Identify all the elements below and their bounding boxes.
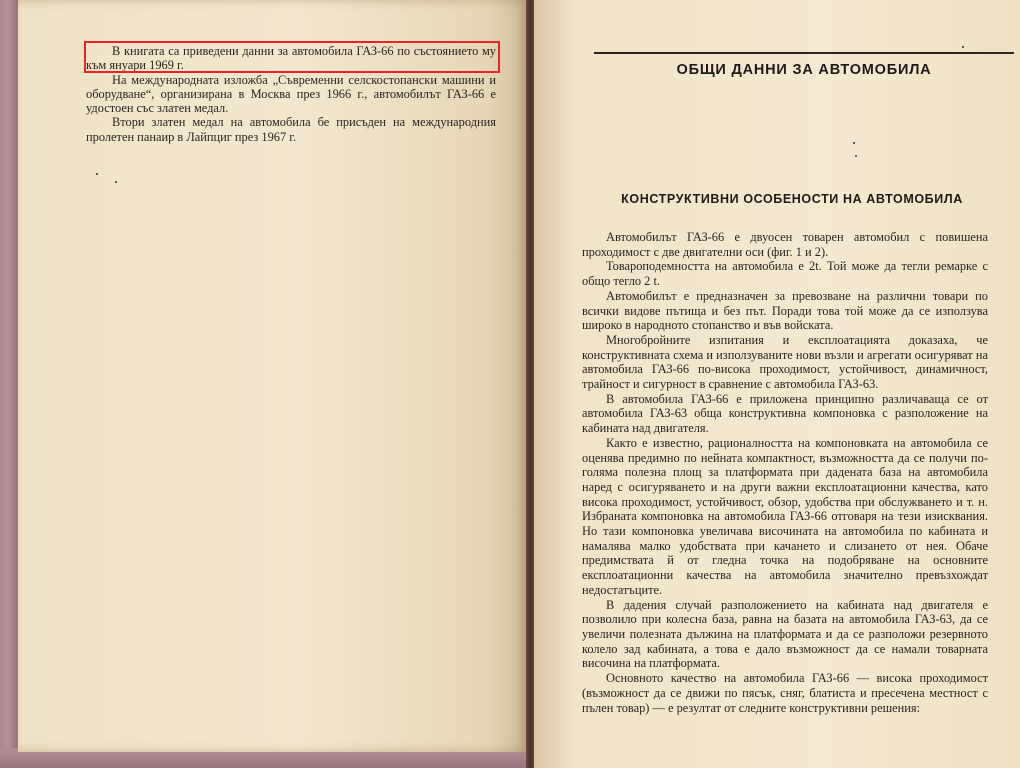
- right-paragraph-3: Автомобилът е предназначен за превозване на различни товари по всички видове пътища и без път. Поради това той може да се използува широко в народното стопанство и във войската.: [582, 288, 988, 333]
- left-paragraph-2: На международната изложба „Съвременни селскостопански машини и оборудване“, организирана в Москва през 1966 г., автомобилът ГАЗ-66 е удостоен със златен медал.: [86, 72, 496, 116]
- section-title: КОНСТРУКТИВНИ ОСОБЕНОСТИ НА АВТОМОБИЛА: [621, 192, 963, 206]
- right-paragraph-8: Основното качество на автомобила ГАЗ-66 — висока проходимост (възможност да се движи по пясък, сняг, блатиста и пресечена местност с пълен товар) — е резултат от следните конструктивни решения:: [582, 671, 988, 715]
- book-cover-edge: [0, 0, 20, 768]
- header-rule: [594, 52, 1014, 54]
- paper-speck: [853, 142, 855, 144]
- chapter-title: ОБЩИ ДАННИ ЗА АВТОМОБИЛА: [676, 62, 932, 78]
- paper-speck: [962, 46, 964, 48]
- paper-speck: [115, 181, 117, 183]
- highlight-box: [84, 41, 500, 73]
- right-paragraph-4: Многобройните изпитания и експлоатацията доказаха, че конструктивната схема и използуваните нови възли и агрегати осигуряват на автомобила ГАЗ-66 по-висока проходимост, устойчивост, динамичност, трайност и сигурност в сравнение с автомобила ГАЗ-63.: [582, 332, 988, 392]
- paper-speck: [96, 173, 98, 175]
- paper-speck: [855, 155, 857, 157]
- right-paragraph-5: В автомобила ГАЗ-66 е приложена принципно различаваща се от автомобила ГАЗ-63 обща конструктивна компоновка с разположение на кабината над двигателя.: [582, 391, 988, 436]
- right-paragraph-1: Автомобилът ГАЗ-66 е двуосен товарен автомобил с повишена проходимост с две двигателни оси (фиг. 1 и 2).: [582, 230, 988, 259]
- right-page-text: [582, 230, 988, 715]
- left-paragraph-1: В книгата са приведени данни за автомобила ГАЗ-66 по състоянието му към януари 1969 г.: [86, 44, 496, 73]
- right-paragraph-6: Както е известно, рационалността на компоновката на автомобила се оценява предимно по нейната компактност, възможността да се получи по-голяма полезна площ за платформата при дадената база на автомобила наред с осигуряването и на други важни експлоатационни качества, като висока проходимост, устойчивост, обзор, удобства при обслужването и т. н. Избраната компоновка на автомобила ГАЗ-66 отговаря на тези изисквания. Но тази компоновка увеличава височината на автомобила по кабината и намалява малко удобствата при качането и слизането от нея. Обаче предимствата й от гледна точка на подобряване на основните експлоатационни качества на автомобила значително превъзхождат недостатъците.: [582, 435, 988, 597]
- right-paragraph-2: Товароподемността на автомобила е 2t. Той може да тегли ремарке с общо тегло 2 t.: [582, 259, 988, 289]
- right-paragraph-7: В дадения случай разположението на кабината над двигателя е позволило при колесна база, равна на базата на автомобила ГАЗ-63, да се увеличи полезната дължина на платформата и да се разположи резервното колело зад кабината, а това е дало възможност да се намали товарната височина на платформата.: [582, 597, 988, 671]
- left-paragraph-3: Втори златен медал на автомобила бе присъден на международния пролетен панаир в Лайпциг през 1967 г.: [86, 115, 496, 144]
